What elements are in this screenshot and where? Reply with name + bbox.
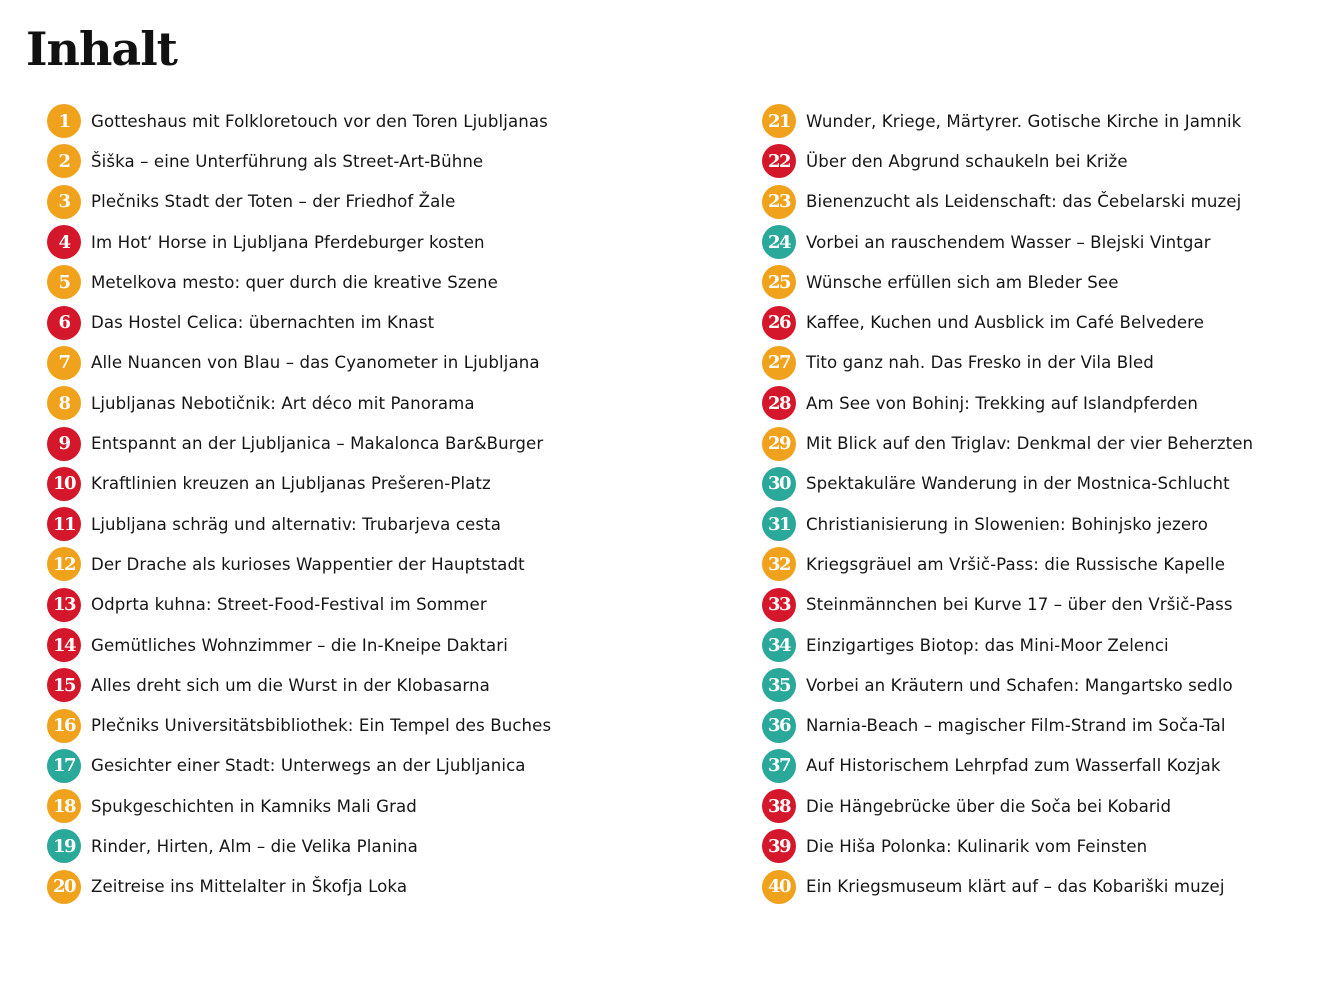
toc-entry[interactable] <box>762 786 1334 826</box>
toc-entry[interactable] <box>47 746 647 786</box>
toc-entry[interactable] <box>47 182 647 222</box>
entry-number-badge: 34 <box>762 628 796 662</box>
toc-entry[interactable] <box>762 585 1334 625</box>
entry-title: Wunder, Kriege, Märtyrer. Gotische Kirche in Jamnik <box>806 111 1242 131</box>
entry-title: Odprta kuhna: Street-Food-Festival im Sommer <box>91 595 487 615</box>
entry-title: Die Hiša Polonka: Kulinarik vom Feinsten <box>806 836 1148 856</box>
entry-number-badge: 25 <box>762 265 796 299</box>
entry-title: Alle Nuancen von Blau – das Cyanometer in Ljubljana <box>91 353 540 373</box>
entry-number-badge: 17 <box>47 749 81 783</box>
toc-entry[interactable] <box>47 141 647 181</box>
entry-number-badge: 11 <box>47 507 81 541</box>
entry-title: Gesichter einer Stadt: Unterwegs an der Ljubljanica <box>91 756 526 776</box>
toc-entry[interactable] <box>762 867 1334 907</box>
entry-number-badge: 14 <box>47 628 81 662</box>
toc-entry[interactable] <box>762 262 1334 302</box>
entry-title: Christianisierung in Slowenien: Bohinjsko jezero <box>806 514 1208 534</box>
entry-title: Šiška – eine Unterführung als Street-Art-Bühne <box>91 151 484 171</box>
entry-number-badge: 20 <box>47 870 81 904</box>
entry-number-badge: 35 <box>762 668 796 702</box>
toc-entry[interactable] <box>762 625 1334 665</box>
entry-number-badge: 10 <box>47 467 81 501</box>
toc-entry[interactable] <box>47 544 647 584</box>
entry-title: Mit Blick auf den Triglav: Denkmal der vier Beherzten <box>806 434 1254 454</box>
entry-number-badge: 2 <box>47 144 81 178</box>
entry-number-badge: 5 <box>47 265 81 299</box>
toc-entry[interactable] <box>762 302 1334 342</box>
entry-title: Bienenzucht als Leidenschaft: das Čebelarski muzej <box>806 192 1242 212</box>
entry-title: Über den Abgrund schaukeln bei Križe <box>806 151 1128 171</box>
toc-column-right <box>762 101 1334 907</box>
entry-title: Am See von Bohinj: Trekking auf Islandpferden <box>806 393 1198 413</box>
toc-entry[interactable] <box>762 464 1334 504</box>
entry-number-badge: 6 <box>47 306 81 340</box>
entry-number-badge: 40 <box>762 870 796 904</box>
entry-number-badge: 29 <box>762 427 796 461</box>
toc-entry[interactable] <box>47 383 647 423</box>
toc-entry[interactable] <box>762 222 1334 262</box>
entry-number-badge: 1 <box>47 104 81 138</box>
toc-entry[interactable] <box>47 867 647 907</box>
toc-entry[interactable] <box>47 826 647 866</box>
page-title: Inhalt <box>26 22 177 76</box>
entry-title: Metelkova mesto: quer durch die kreative Szene <box>91 272 498 292</box>
entry-number-badge: 21 <box>762 104 796 138</box>
entry-title: Die Hängebrücke über die Soča bei Kobarid <box>806 796 1172 816</box>
toc-entry[interactable] <box>47 302 647 342</box>
entry-title: Kaffee, Kuchen und Ausblick im Café Belvedere <box>806 313 1205 333</box>
entry-title: Vorbei an rauschendem Wasser – Blejski Vintgar <box>806 232 1211 252</box>
entry-title: Ljubljana schräg und alternativ: Trubarjeva cesta <box>91 514 501 534</box>
entry-title: Kriegsgräuel am Vršič-Pass: die Russische Kapelle <box>806 554 1225 574</box>
entry-title: Alles dreht sich um die Wurst in der Klobasarna <box>91 675 490 695</box>
entry-number-badge: 38 <box>762 789 796 823</box>
entry-title: Entspannt an der Ljubljanica – Makalonca Bar&Burger <box>91 434 544 454</box>
toc-entry[interactable] <box>47 504 647 544</box>
toc-entry[interactable] <box>47 665 647 705</box>
toc-entry[interactable] <box>47 464 647 504</box>
entry-title: Plečniks Universitätsbibliothek: Ein Tempel des Buches <box>91 716 552 736</box>
entry-number-badge: 28 <box>762 386 796 420</box>
toc-entry[interactable] <box>762 423 1334 463</box>
toc-entry[interactable] <box>47 705 647 745</box>
entry-title: Gemütliches Wohnzimmer – die In-Kneipe Daktari <box>91 635 508 655</box>
entry-number-badge: 16 <box>47 709 81 743</box>
entry-number-badge: 15 <box>47 668 81 702</box>
toc-entry[interactable] <box>762 504 1334 544</box>
toc-entry[interactable] <box>47 423 647 463</box>
entry-title: Steinmännchen bei Kurve 17 – über den Vršič-Pass <box>806 595 1233 615</box>
toc-entry[interactable] <box>762 746 1334 786</box>
entry-title: Das Hostel Celica: übernachten im Knast <box>91 313 435 333</box>
entry-title: Zeitreise ins Mittelalter in Škofja Loka <box>91 877 408 897</box>
entry-number-badge: 18 <box>47 789 81 823</box>
toc-entry[interactable] <box>762 705 1334 745</box>
entry-number-badge: 31 <box>762 507 796 541</box>
entry-number-badge: 7 <box>47 346 81 380</box>
entry-number-badge: 23 <box>762 185 796 219</box>
entry-title: Im Hot‘ Horse in Ljubljana Pferdeburger kosten <box>91 232 485 252</box>
entry-number-badge: 22 <box>762 144 796 178</box>
entry-title: Der Drache als kurioses Wappentier der Hauptstadt <box>91 554 525 574</box>
toc-entry[interactable] <box>47 786 647 826</box>
toc-entry[interactable] <box>47 222 647 262</box>
entry-number-badge: 24 <box>762 225 796 259</box>
toc-entry[interactable] <box>47 585 647 625</box>
entry-title: Gotteshaus mit Folkloretouch vor den Toren Ljubljanas <box>91 111 548 131</box>
entry-number-badge: 33 <box>762 588 796 622</box>
entry-title: Spektakuläre Wanderung in der Mostnica-Schlucht <box>806 474 1230 494</box>
toc-entry[interactable] <box>47 343 647 383</box>
toc-entry[interactable] <box>762 826 1334 866</box>
entry-number-badge: 27 <box>762 346 796 380</box>
entry-number-badge: 3 <box>47 185 81 219</box>
entry-number-badge: 30 <box>762 467 796 501</box>
toc-entry[interactable] <box>47 625 647 665</box>
entry-number-badge: 9 <box>47 427 81 461</box>
toc-entry[interactable] <box>762 343 1334 383</box>
entry-number-badge: 19 <box>47 829 81 863</box>
entry-number-badge: 12 <box>47 547 81 581</box>
toc-column-left <box>47 101 647 907</box>
entry-number-badge: 36 <box>762 709 796 743</box>
entry-number-badge: 37 <box>762 749 796 783</box>
entry-number-badge: 4 <box>47 225 81 259</box>
entry-number-badge: 26 <box>762 306 796 340</box>
toc-entry[interactable] <box>47 101 647 141</box>
entry-title: Wünsche erfüllen sich am Bleder See <box>806 272 1119 292</box>
toc-entry[interactable] <box>762 544 1334 584</box>
toc-entry[interactable] <box>47 262 647 302</box>
toc-entry[interactable] <box>762 182 1334 222</box>
entry-title: Auf Historischem Lehrpfad zum Wasserfall Kozjak <box>806 756 1221 776</box>
toc-entry[interactable] <box>762 665 1334 705</box>
entry-number-badge: 32 <box>762 547 796 581</box>
entry-title: Ein Kriegsmuseum klärt auf – das Kobariški muzej <box>806 877 1225 897</box>
entry-title: Rinder, Hirten, Alm – die Velika Planina <box>91 836 418 856</box>
entry-title: Ljubljanas Nebotičnik: Art déco mit Panorama <box>91 393 475 413</box>
entry-number-badge: 13 <box>47 588 81 622</box>
entry-title: Vorbei an Kräutern und Schafen: Mangartsko sedlo <box>806 675 1233 695</box>
entry-number-badge: 39 <box>762 829 796 863</box>
entry-number-badge: 8 <box>47 386 81 420</box>
entry-title: Kraftlinien kreuzen an Ljubljanas Prešeren-Platz <box>91 474 491 494</box>
entry-title: Spukgeschichten in Kamniks Mali Grad <box>91 796 417 816</box>
entry-title: Narnia-Beach – magischer Film-Strand im Soča-Tal <box>806 716 1226 736</box>
toc-entry[interactable] <box>762 101 1334 141</box>
toc-entry[interactable] <box>762 141 1334 181</box>
entry-title: Plečniks Stadt der Toten – der Friedhof Žale <box>91 192 456 212</box>
entry-title: Einzigartiges Biotop: das Mini-Moor Zelenci <box>806 635 1169 655</box>
toc-entry[interactable] <box>762 383 1334 423</box>
entry-title: Tito ganz nah. Das Fresko in der Vila Bled <box>806 353 1154 373</box>
